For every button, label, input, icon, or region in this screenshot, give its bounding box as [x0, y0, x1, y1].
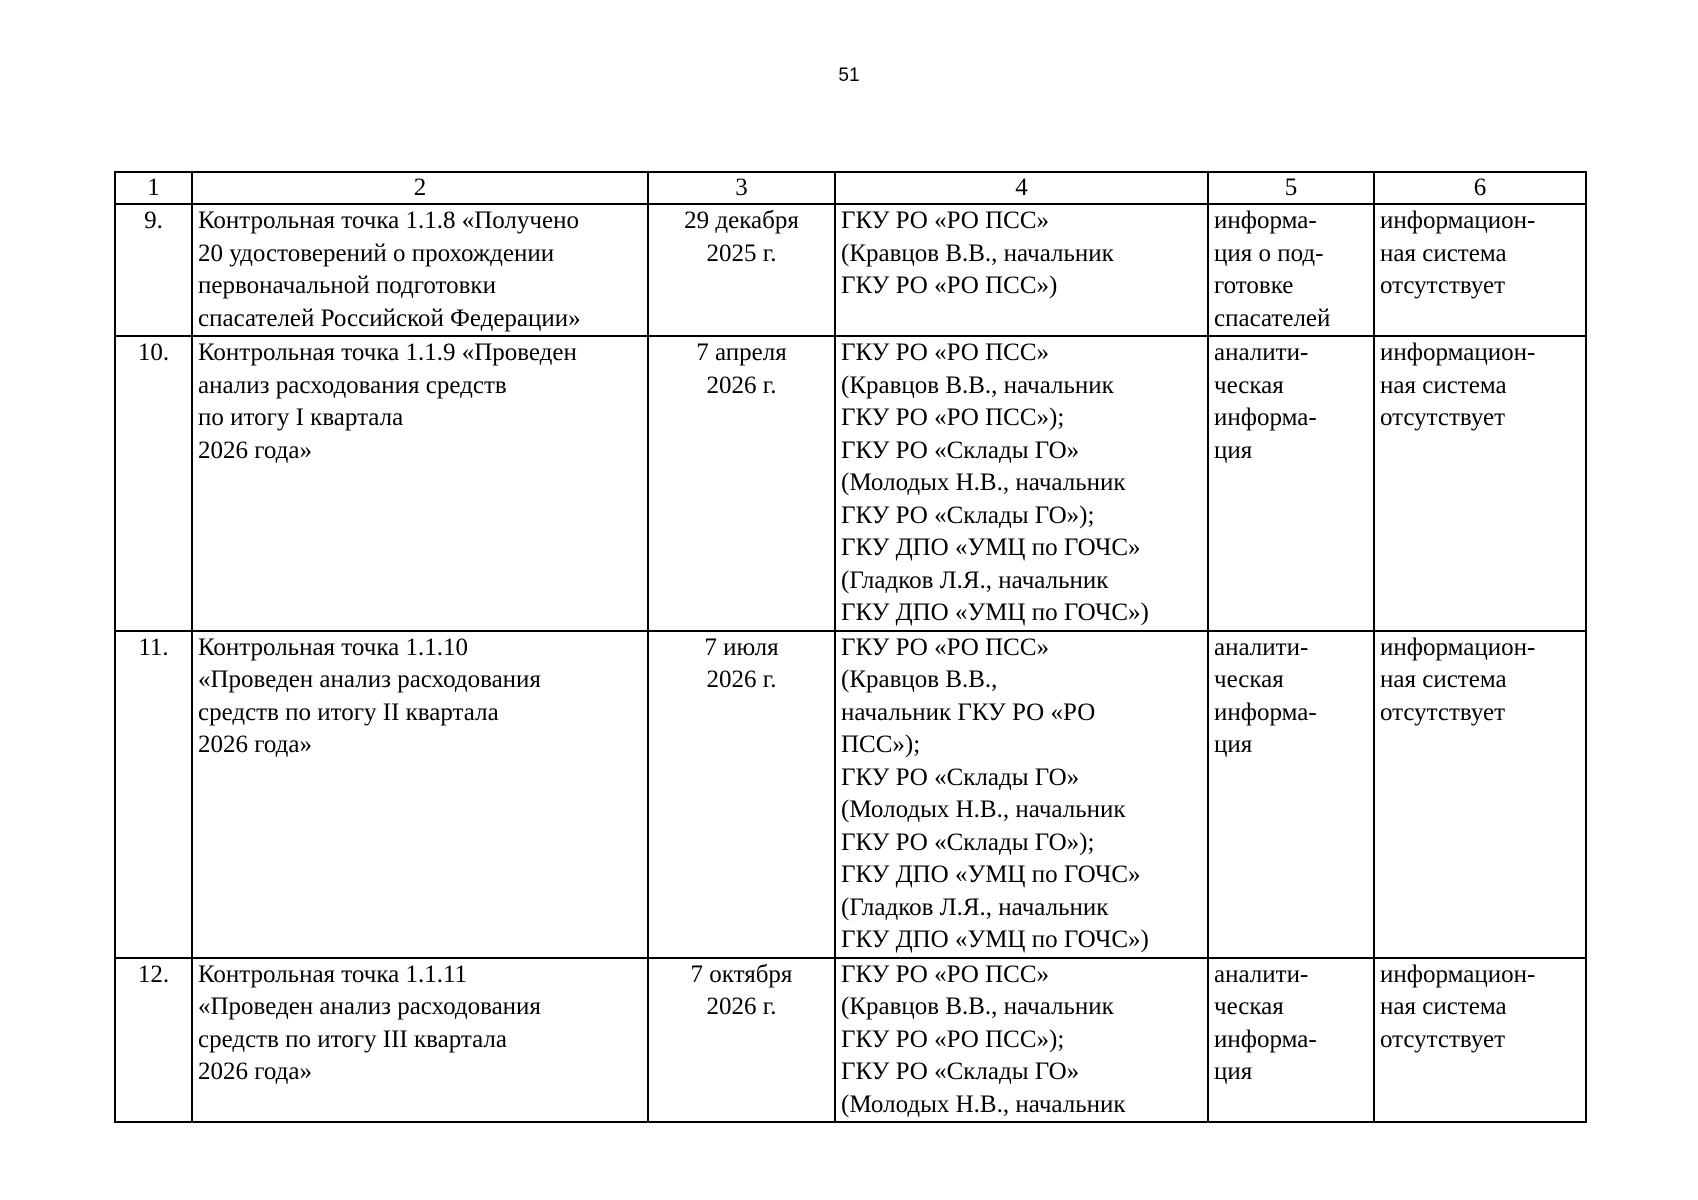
- due-date: 7 октября 2026 г.: [648, 958, 835, 1123]
- row-number: 11.: [115, 631, 192, 958]
- table-row: [115, 631, 1586, 958]
- responsible-executor: ГКУ РО «РО ПСС» (Кравцов В.В., начальник ГКУ РО «РО ПСС»): [835, 204, 1208, 336]
- information-system: информацион- ная система отсутствует: [1374, 336, 1586, 631]
- table-row: [115, 204, 1586, 336]
- control-points-table: [114, 171, 1587, 1123]
- row-number: 12.: [115, 958, 192, 1123]
- row-number: 10.: [115, 336, 192, 631]
- table-row: [115, 958, 1586, 1123]
- column-number-3: 3: [648, 172, 835, 204]
- document-type: аналити- ческая информа- ция: [1208, 958, 1374, 1123]
- responsible-executor: ГКУ РО «РО ПСС» (Кравцов В.В., начальник ГКУ РО «РО ПСС»); ГКУ РО «Склады ГО» (Молодых Н.В., начальник ГКУ РО «Склады ГО»); ГКУ ДПО «УМЦ по ГОЧС» (Гладков Л.Я., начальник ГКУ ДПО «УМЦ по ГОЧС»): [835, 631, 1208, 958]
- information-system: информацион- ная система отсутствует: [1374, 958, 1586, 1123]
- due-date: 7 июля 2026 г.: [648, 631, 835, 958]
- column-number-1: 1: [115, 172, 192, 204]
- document-type: аналити- ческая информа- ция: [1208, 631, 1374, 958]
- information-system: информацион- ная система отсутствует: [1374, 204, 1586, 336]
- document-type: информа- ция о под- готовке спасателей: [1208, 204, 1374, 336]
- column-number-5: 5: [1208, 172, 1374, 204]
- column-number-2: 2: [192, 172, 648, 204]
- responsible-executor: ГКУ РО «РО ПСС» (Кравцов В.В., начальник ГКУ РО «РО ПСС»); ГКУ РО «Склады ГО» (Молодых Н.В., начальник ГКУ РО «Склады ГО»); ГКУ ДПО «УМЦ по ГОЧС» (Гладков Л.Я., начальник ГКУ ДПО «УМЦ по ГОЧС»): [835, 336, 1208, 631]
- column-number-6: 6: [1374, 172, 1586, 204]
- document-type: аналити- ческая информа- ция: [1208, 336, 1374, 631]
- control-point-name: Контрольная точка 1.1.8 «Получено 20 удостоверений о прохождении первоначальной подготовки спасателей Российской Федерации»: [192, 204, 648, 336]
- page-number: 51: [838, 65, 860, 86]
- due-date: 29 декабря 2025 г.: [648, 204, 835, 336]
- due-date: 7 апреля 2026 г.: [648, 336, 835, 631]
- table-header-row: [115, 172, 1586, 204]
- responsible-executor: ГКУ РО «РО ПСС» (Кравцов В.В., начальник ГКУ РО «РО ПСС»); ГКУ РО «Склады ГО» (Молодых Н.В., начальник: [835, 958, 1208, 1123]
- table-row: [115, 336, 1586, 631]
- control-point-name: Контрольная точка 1.1.9 «Проведен анализ расходования средств по итогу I квартала 2026 года»: [192, 336, 648, 631]
- control-point-name: Контрольная точка 1.1.11 «Проведен анализ расходования средств по итогу III квартала 2026 года»: [192, 958, 648, 1123]
- control-point-name: Контрольная точка 1.1.10 «Проведен анализ расходования средств по итогу II квартала 2026 года»: [192, 631, 648, 958]
- information-system: информацион- ная система отсутствует: [1374, 631, 1586, 958]
- column-number-4: 4: [835, 172, 1208, 204]
- row-number: 9.: [115, 204, 192, 336]
